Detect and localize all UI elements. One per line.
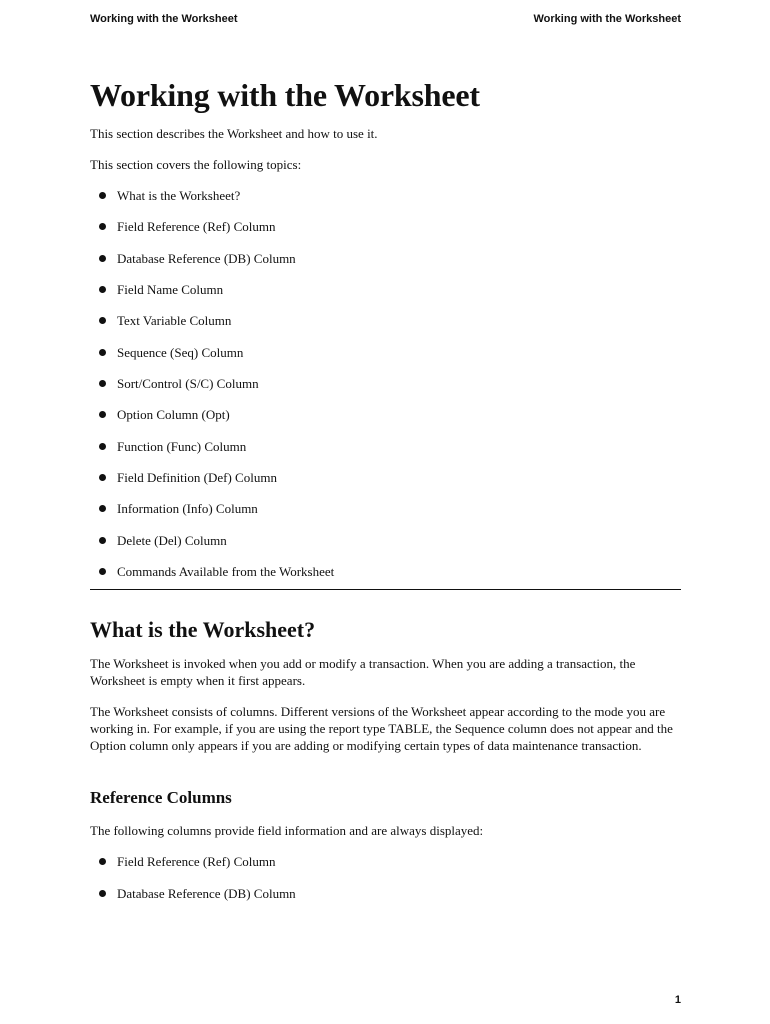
bullet-icon — [99, 192, 106, 199]
running-header — [90, 12, 681, 26]
section-heading: What is the Worksheet? — [90, 617, 316, 642]
intro-paragraph: This section describes the Worksheet and how to use it. — [90, 126, 378, 141]
page-number: 1 — [674, 994, 681, 1006]
bullet-icon — [99, 505, 106, 512]
bullet-icon — [99, 349, 106, 356]
bullet-icon — [99, 537, 106, 544]
subsection-heading: Reference Columns — [90, 788, 232, 807]
section-paragraph-1: The Worksheet is invoked when you add or modify a transaction. When you are adding a transaction, the Worksheet is empty when it first appears. — [90, 656, 636, 688]
bullet-icon — [99, 443, 106, 450]
page-title: Working with the Worksheet — [90, 77, 480, 113]
subsection-intro-paragraph: The following columns provide field information and are always displayed: — [90, 823, 484, 838]
bullet-icon — [99, 890, 106, 897]
bullet-icon — [99, 255, 106, 262]
bullet-icon — [99, 474, 106, 481]
bullet-icon — [99, 317, 106, 324]
bullet-icon — [99, 858, 106, 865]
section-divider — [90, 589, 681, 590]
bullet-icon — [99, 411, 106, 418]
section-paragraph-2: The Worksheet consists of columns. Different versions of the Worksheet appear according to the mode you are working in. For example, if you are using the report type TABLE, the Sequence column does not appear and the Option column only appears if you are adding or modifying certain types of data maintenance transaction. — [90, 704, 673, 753]
bullet-icon — [99, 380, 106, 387]
document-page: Working with the Worksheet Working with the Worksheet Working with the Worksheet This section describes the Worksheet and how to use it. This section covers the following topics: What is the Worksheet? Field Reference (Ref) Column Database Reference (DB) Column Field Name Column Text Variable Column Sequence (Seq) Column Sort/Control (S/C) Column Option Column (Opt) Function (Func) Column Field Definition (Def) Column Information (Info) Column Delete (Del) Column Commands Available from the Worksheet What is the Worksheet? The Worksheet is invoked when you add or modify a transaction. When you are adding a transaction, the Worksheet is empty when it first appears. The Worksheet consists of columns. Different versions of the Worksheet appear according to the mode you are working in. For example, if you are using the report type TABLE, the Sequence column does not appear and the Option column only appears if you are adding or modifying certain types of data maintenance transaction. Reference Columns The following columns provide field information and are always displayed: Field Reference (Ref) Column Database Reference (DB) Column 1 — [90, 13, 681, 1006]
header-left-title: Working with the Worksheet — [90, 13, 238, 25]
bullet-icon — [99, 286, 106, 293]
bullet-icon — [99, 223, 106, 230]
topics-intro-paragraph: This section covers the following topics: — [90, 157, 302, 172]
header-right-title: Working with the Worksheet — [533, 13, 681, 25]
bullet-icon — [99, 568, 106, 575]
